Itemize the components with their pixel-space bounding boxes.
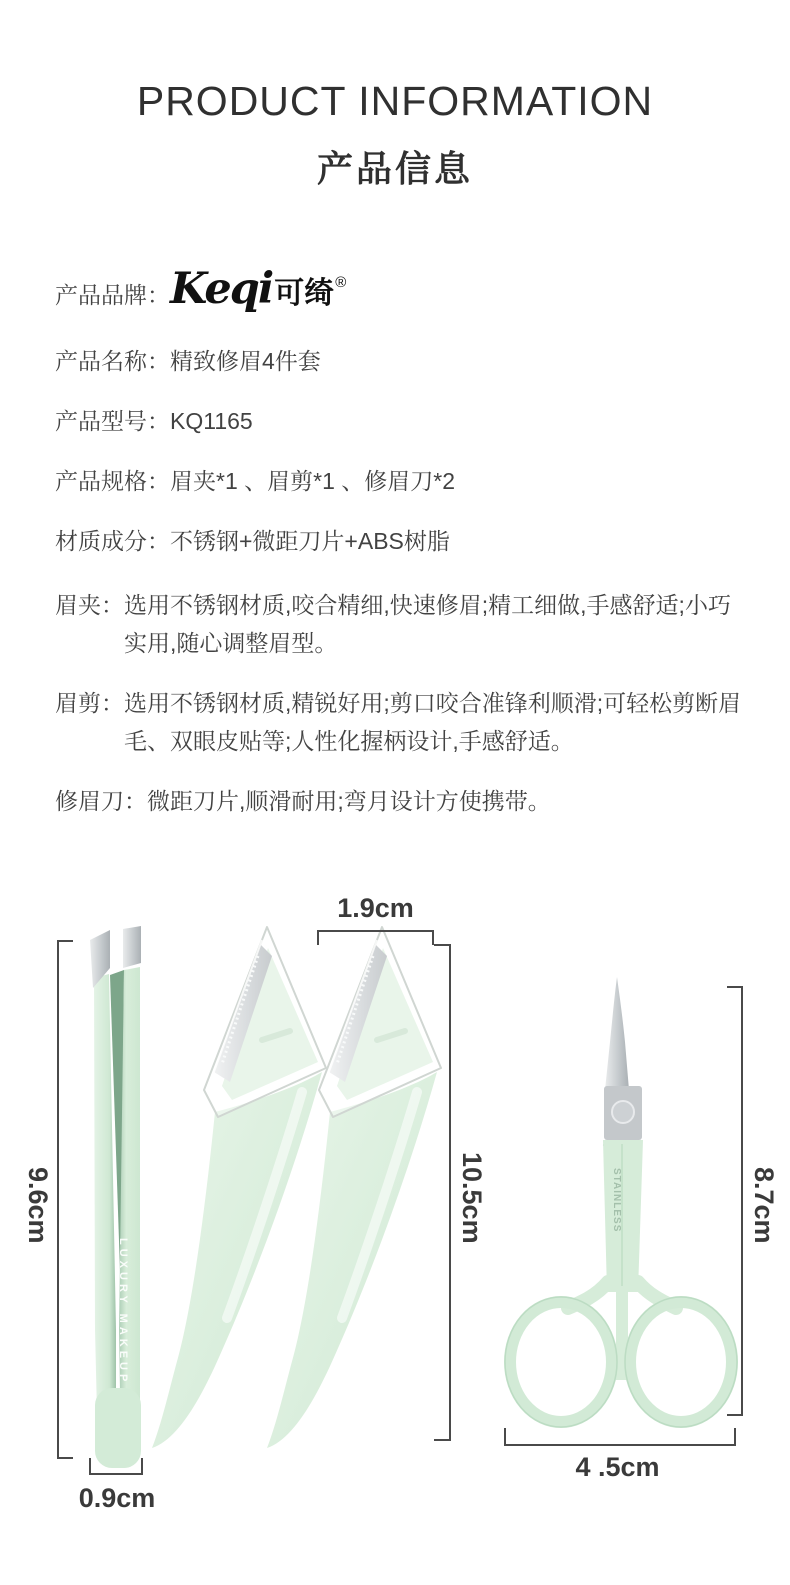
- scissors-width-label: 4 .5cm: [575, 1452, 660, 1482]
- tweezers-illustration: [90, 926, 141, 1468]
- tweezers-width-label: 0.9cm: [78, 1483, 156, 1513]
- scissors-length-label: 8.7cm: [749, 1167, 779, 1244]
- description-label: 眉剪：: [55, 690, 124, 716]
- spec-label: 材质成分：: [55, 528, 170, 554]
- description-razor: [55, 782, 765, 820]
- razor-length-bracket: [434, 945, 450, 1440]
- spec-label: 产品名称：: [55, 348, 170, 374]
- spec-row-model: [55, 406, 765, 436]
- description-text: 微距刀片,顺滑耐用;弯月设计方使携带。: [147, 788, 551, 814]
- tweezers-length-bracket: [58, 941, 73, 1458]
- scissors-engraving-text: STAINLESS: [611, 1168, 622, 1233]
- razor-length-label: 10.5cm: [457, 1152, 487, 1244]
- spec-row-contents: [55, 466, 765, 496]
- spec-value: KQ1165: [170, 408, 253, 434]
- scissors-width-bracket: [505, 1428, 735, 1445]
- spec-label: 产品规格：: [55, 468, 170, 494]
- spec-value: 眉夹*1 、眉剪*1 、修眉刀*2: [170, 468, 456, 494]
- spec-value: 精致修眉4件套: [170, 348, 321, 374]
- spec-label: 产品型号：: [55, 408, 170, 434]
- brand-logo-latin: Keqi: [170, 264, 273, 314]
- description-tweezers: [55, 586, 765, 662]
- description-scissors: [55, 684, 765, 760]
- page-title-english: PRODUCT INFORMATION: [136, 78, 654, 124]
- tweezers-length-label: 9.6cm: [23, 1167, 53, 1244]
- spec-row-material: [55, 526, 765, 556]
- registered-trademark-icon: ®: [335, 274, 347, 291]
- brand-row: [55, 264, 765, 314]
- description-label: 眉夹：: [55, 592, 124, 618]
- description-text: 选用不锈钢材质,精锐好用;剪口咬合准锋利顺滑;可轻松剪断眉毛、双眼皮贴等;人性化握柄设计,手感舒适。: [124, 690, 742, 754]
- description-label: 修眉刀：: [55, 788, 147, 814]
- description-text: 选用不锈钢材质,咬合精细,快速修眉;精工细做,手感舒适;小巧实用,随心调整眉型。: [124, 592, 731, 656]
- brand-logo-chinese: 可绮: [274, 277, 335, 310]
- brand-label: 产品品牌：: [55, 282, 170, 308]
- page-title-chinese: 产品信息: [316, 148, 473, 189]
- tweezers-engraving-text: LUXURY MAKEUP: [117, 1238, 129, 1386]
- spec-value: 不锈钢+微距刀片+ABS树脂: [170, 528, 450, 554]
- spec-row-product-name: [55, 346, 765, 376]
- razor-blade-width-label: 1.9cm: [337, 893, 414, 923]
- product-dimension-diagram: [0, 880, 790, 1585]
